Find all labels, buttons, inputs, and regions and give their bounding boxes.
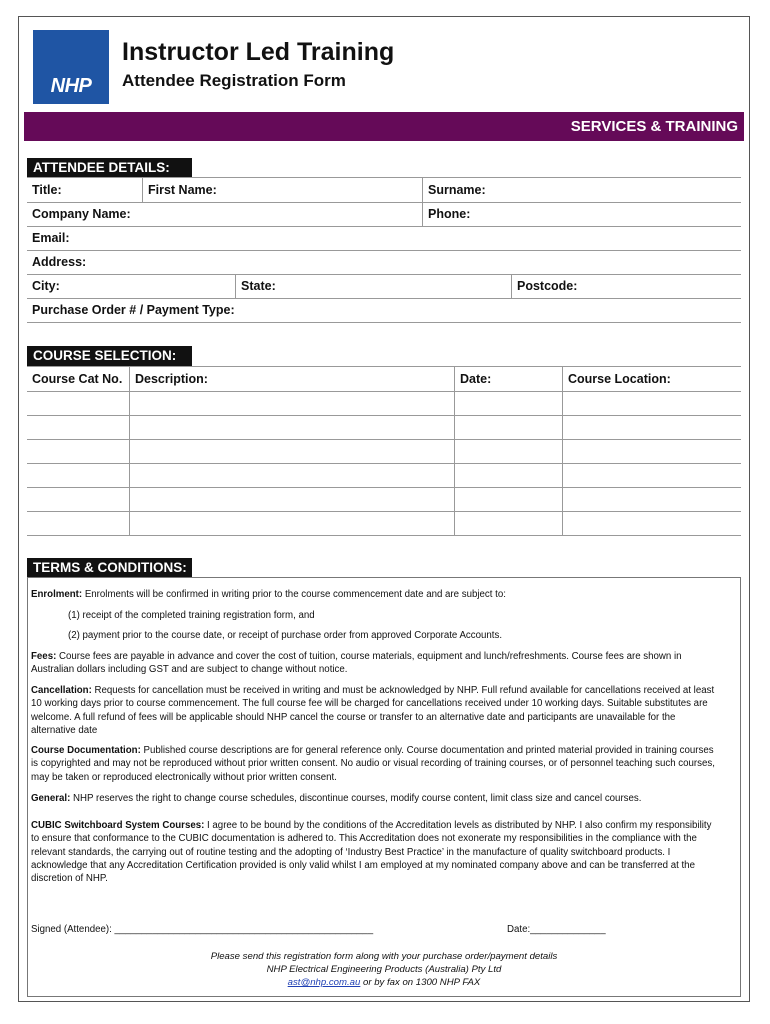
postcode-label: Postcode: xyxy=(517,279,578,293)
general-paragraph xyxy=(31,792,721,805)
date-cell[interactable] xyxy=(454,439,563,463)
cubic-paragraph xyxy=(31,819,721,885)
fees-paragraph xyxy=(31,650,721,677)
enrolment-item-1: (1) receipt of the completed training registration form, and xyxy=(68,610,315,621)
page-subtitle: Attendee Registration Form xyxy=(122,71,346,90)
general-label: General: xyxy=(31,793,71,804)
footer-line-1: Please send this registration form along with your purchase order/payment details xyxy=(210,951,558,962)
logo-text: NHP xyxy=(50,75,92,97)
location-cell[interactable] xyxy=(562,391,742,415)
course-table xyxy=(27,366,741,534)
row-name xyxy=(27,178,741,203)
services-banner xyxy=(24,112,744,141)
footer-line-3 xyxy=(27,976,741,989)
cancellation-label: Cancellation: xyxy=(31,685,92,696)
attendee-details-heading: ATTENDEE DETAILS: xyxy=(27,158,192,178)
enrolment-label: Enrolment: xyxy=(31,589,83,600)
col-cat-no xyxy=(27,367,129,391)
banner-text: SERVICES & TRAINING xyxy=(570,118,738,135)
company-name-label: Company Name: xyxy=(32,207,131,221)
email-link[interactable]: ast@nhp.com.au xyxy=(287,977,361,988)
description-cell[interactable] xyxy=(129,439,455,463)
surname-field[interactable] xyxy=(422,178,742,202)
location-cell[interactable] xyxy=(562,439,742,463)
city-field[interactable] xyxy=(27,274,235,298)
enrolment-text: Enrolments will be confirmed in writing prior to the course commencement date and are subject to: xyxy=(82,589,506,600)
cubic-label: CUBIC Switchboard System Courses: xyxy=(31,820,205,831)
date-cell[interactable] xyxy=(454,415,563,439)
title-label: Title: xyxy=(32,183,62,197)
col-date xyxy=(454,367,563,391)
description-cell[interactable] xyxy=(129,487,455,511)
location-cell[interactable] xyxy=(562,463,742,487)
footer-line-2: NHP Electrical Engineering Products (Australia) Pty Ltd xyxy=(266,964,502,975)
state-label: State: xyxy=(241,279,276,293)
description-cell[interactable] xyxy=(129,463,455,487)
general-text: NHP reserves the right to change course schedules, discontinue courses, modify course content, limit class size and cancel courses. xyxy=(70,793,642,804)
first-name-field[interactable] xyxy=(142,178,423,202)
cat-no-cell[interactable] xyxy=(27,391,129,415)
signature-line[interactable]: Signed (Attendee): ________________________________________________ xyxy=(31,924,374,935)
email-field[interactable] xyxy=(27,226,741,251)
postcode-field[interactable] xyxy=(511,274,742,298)
col-date-label: Date: xyxy=(460,372,492,386)
fees-label: Fees: xyxy=(31,651,57,662)
surname-label: Surname: xyxy=(428,183,486,197)
table-row xyxy=(27,391,741,416)
fees-text: Course fees are payable in advance and cover the cost of tuition, course materials, equipment and lunch/refreshments. Course fees are shown in Australian dollars including GST and are subject to change without notice. xyxy=(31,651,682,676)
date-cell[interactable] xyxy=(454,511,563,535)
table-row xyxy=(27,487,741,512)
phone-label: Phone: xyxy=(428,207,471,221)
documentation-paragraph xyxy=(31,744,721,784)
course-selection-heading: COURSE SELECTION: xyxy=(27,346,192,366)
purchase-order-field[interactable] xyxy=(27,298,741,323)
col-location-label: Course Location: xyxy=(568,372,671,386)
page-title: Instructor Led Training xyxy=(122,38,395,66)
documentation-text: Published course descriptions are for general reference only. Course documentation and printed material provided in training courses is copyrighted and may not be reproduced without prior written consent. No audio or visual recording of training courses, or of personnel teaching such courses, may be taken or reproduced electronically without prior written consent. xyxy=(31,745,715,783)
location-cell[interactable] xyxy=(562,415,742,439)
location-cell[interactable] xyxy=(562,487,742,511)
cat-no-cell[interactable] xyxy=(27,487,129,511)
cat-no-cell[interactable] xyxy=(27,439,129,463)
cat-no-cell[interactable] xyxy=(27,463,129,487)
date-cell[interactable] xyxy=(454,487,563,511)
cat-no-cell[interactable] xyxy=(27,511,129,535)
col-cat-no-label: Course Cat No. xyxy=(32,372,123,386)
phone-field[interactable] xyxy=(422,202,742,226)
fax-text: or by fax on 1300 NHP FAX xyxy=(360,977,481,988)
table-row xyxy=(27,415,741,440)
description-cell[interactable] xyxy=(129,511,455,535)
cancellation-paragraph xyxy=(31,684,721,737)
cubic-text: I agree to be bound by the conditions of the Accreditation levels as distributed by NHP. I also confirm my responsibility to ensure that conformance to the CUBIC documentation is adhered to. This Accreditation does not exonerate my responsibilities in the compliance with the relevant standards, the carrying out of routine testing and the adopting of ‘Industry Best Practice’ in the manufacture of quality switchboard products. I acknowledge that any Accreditation Certification provided is only valid whilst I am employed at my nominated company above and can be transferred at the discretion of NHP. xyxy=(31,820,712,885)
cancellation-text: Requests for cancellation must be received in writing and must be acknowledged by NHP. Full refund available for cancellations received at least 10 working days prior to course commencement. The full course fee will be charged for cancellations received under 10 working days. Suitable substitutes are welcome. A full refund of fees will be applicable should NHP cancel the course or transfer to an alternative date and participants are unavailable for the alternative date xyxy=(31,685,715,736)
company-name-field[interactable] xyxy=(27,202,422,226)
nhp-logo xyxy=(33,30,109,104)
title-field[interactable] xyxy=(27,178,142,202)
table-row xyxy=(27,463,741,488)
cat-no-cell[interactable] xyxy=(27,415,129,439)
first-name-label: First Name: xyxy=(148,183,217,197)
address-field[interactable] xyxy=(27,250,741,275)
description-cell[interactable] xyxy=(129,415,455,439)
course-table-header xyxy=(27,367,741,392)
description-cell[interactable] xyxy=(129,391,455,415)
email-label: Email: xyxy=(32,231,70,245)
table-row xyxy=(27,439,741,464)
col-description-label: Description: xyxy=(135,372,208,386)
terms-heading: TERMS & CONDITIONS: xyxy=(27,558,192,578)
address-label: Address: xyxy=(32,255,87,269)
state-field[interactable] xyxy=(235,274,512,298)
table-row xyxy=(27,511,741,536)
documentation-label: Course Documentation: xyxy=(31,745,141,756)
row-city xyxy=(27,274,741,299)
date-line[interactable]: Date:______________ xyxy=(507,924,606,935)
col-description xyxy=(129,367,455,391)
enrolment-item-2: (2) payment prior to the course date, or receipt of purchase order from approved Corporate Accounts. xyxy=(68,630,503,641)
row-company xyxy=(27,202,741,227)
col-location xyxy=(562,367,742,391)
city-label: City: xyxy=(32,279,60,293)
date-cell[interactable] xyxy=(454,391,563,415)
purchase-order-label: Purchase Order # / Payment Type: xyxy=(32,303,235,317)
enrolment-paragraph xyxy=(31,588,721,601)
location-cell[interactable] xyxy=(562,511,742,535)
date-cell[interactable] xyxy=(454,463,563,487)
